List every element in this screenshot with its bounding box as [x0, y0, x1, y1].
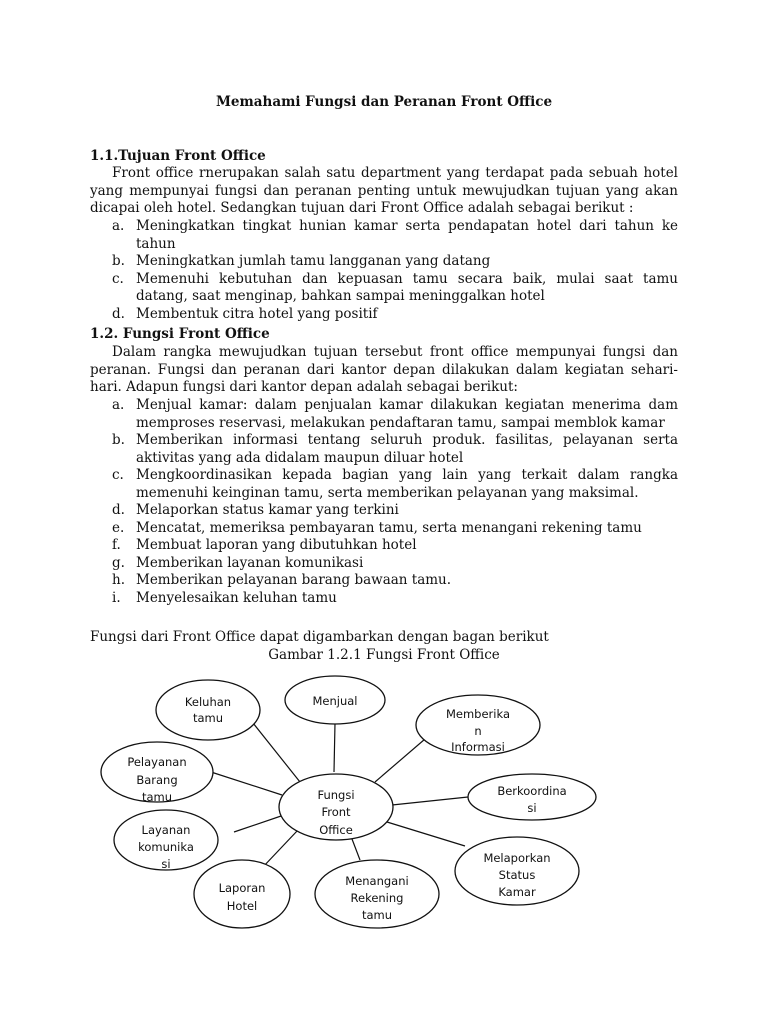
connector-status [387, 822, 465, 846]
list-item: d. Membentuk citra hotel yang positif [112, 305, 378, 322]
list-item: a. Meningkatkan tingkat hunian kamar serta pendapatan hotel dari tahun ke tahun [112, 218, 678, 252]
node-center-label: Fungsi Front Office [317, 788, 355, 837]
node-keluhan-label: Keluhan tamu [184, 695, 232, 725]
connector-koordinasi [392, 797, 468, 805]
diagram-intro: Fungsi dari Front Office dapat digambarkan dengan bagan berikut [90, 629, 549, 645]
node-koordinasi-label: Berkoordina si [497, 784, 567, 815]
list-item: c. Mengkoordinasikan kepada bagian yang lain yang terkait dalam rangka memenuhi keinginan tamu, serta memberikan pelayanan yang maksimal. [112, 467, 678, 501]
connector-pelayanan [211, 772, 282, 795]
list-item: h. Memberikan pelayanan barang bawaan tamu. [112, 572, 452, 588]
list-item: b. Meningkatkan jumlah tamu langganan yang datang [112, 253, 491, 269]
node-laporan-label: Laporan Hotel [218, 881, 266, 913]
connector-keluhan [253, 723, 300, 782]
connector-komunikasi [234, 815, 284, 832]
list-item: f. Membuat laporan yang dibutuhkan hotel [112, 537, 417, 553]
section2-heading: 1.2. Fungsi Front Office [90, 326, 270, 342]
list-item: g. Memberikan layanan komunikasi [112, 554, 364, 571]
list-item: d. Melaporkan status kamar yang terkini [112, 502, 399, 518]
node-komunikasi-label: Layanan komunika si [138, 823, 194, 871]
node-pelayanan-label: Pelayanan Barang tamu [127, 755, 187, 804]
node-status-label: Melaporkan Status Kamar [483, 851, 551, 899]
section2-intro-text: Dalam rangka mewujudkan tujuan tersebut front office mempunyai fungsi dan peranan. Fungsi dan peranan dari kantor depan dilakukan dalam kegiatan sehari-hari. Adapun fungsi dari kantor depan adalah sebagai berikut: [90, 344, 678, 395]
connector-informasi [375, 733, 432, 782]
list-item: b. Memberikan informasi tentang seluruh produk. fasilitas, pelayanan serta aktivitas yang ada didalam maupun diluar hotel [112, 432, 678, 466]
node-informasi-label: Memberika n Informasi [445, 707, 511, 754]
list-item: c. Memenuhi kebutuhan dan kepuasan tamu secara baik, mulai saat tamu datang, saat menginap, bahkan sampai meninggalkan hotel [112, 270, 678, 304]
list-item: e. Mencatat, memeriksa pembayaran tamu, serta menangani rekening tamu [112, 519, 642, 536]
connector-rekening [352, 839, 360, 860]
node-menjual-label: Menjual [312, 694, 358, 708]
node-keluhan-shape [156, 680, 260, 740]
list-item: a. Menjual kamar: dalam penjualan kamar dilakukan kegiatan menerima dam memproses reservasi, melakukan pendaftaran tamu, sampai memblok kamar [112, 397, 678, 431]
list-item: i. Menyelesaikan keluhan tamu [112, 589, 337, 606]
figure-caption: Gambar 1.2.1 Fungsi Front Office [268, 647, 500, 663]
connector-menjual [334, 723, 335, 772]
connector-laporan [262, 830, 298, 868]
page-title: Memahami Fungsi dan Peranan Front Office [215, 94, 553, 110]
section1-intro-text: Front office rnerupakan salah satu department yang terdapat pada sebuah hotel yang mempunyai fungsi dan peranan penting untuk mewujudkan tujuan yang akan dicapai oleh hotel. Sedangkan tujuan dari Front Office adalah sebagai berikut : [90, 165, 678, 216]
section1-heading: 1.1.Tujuan Front Office [90, 148, 266, 164]
node-rekening-label: Menangani Rekening tamu [345, 874, 409, 922]
